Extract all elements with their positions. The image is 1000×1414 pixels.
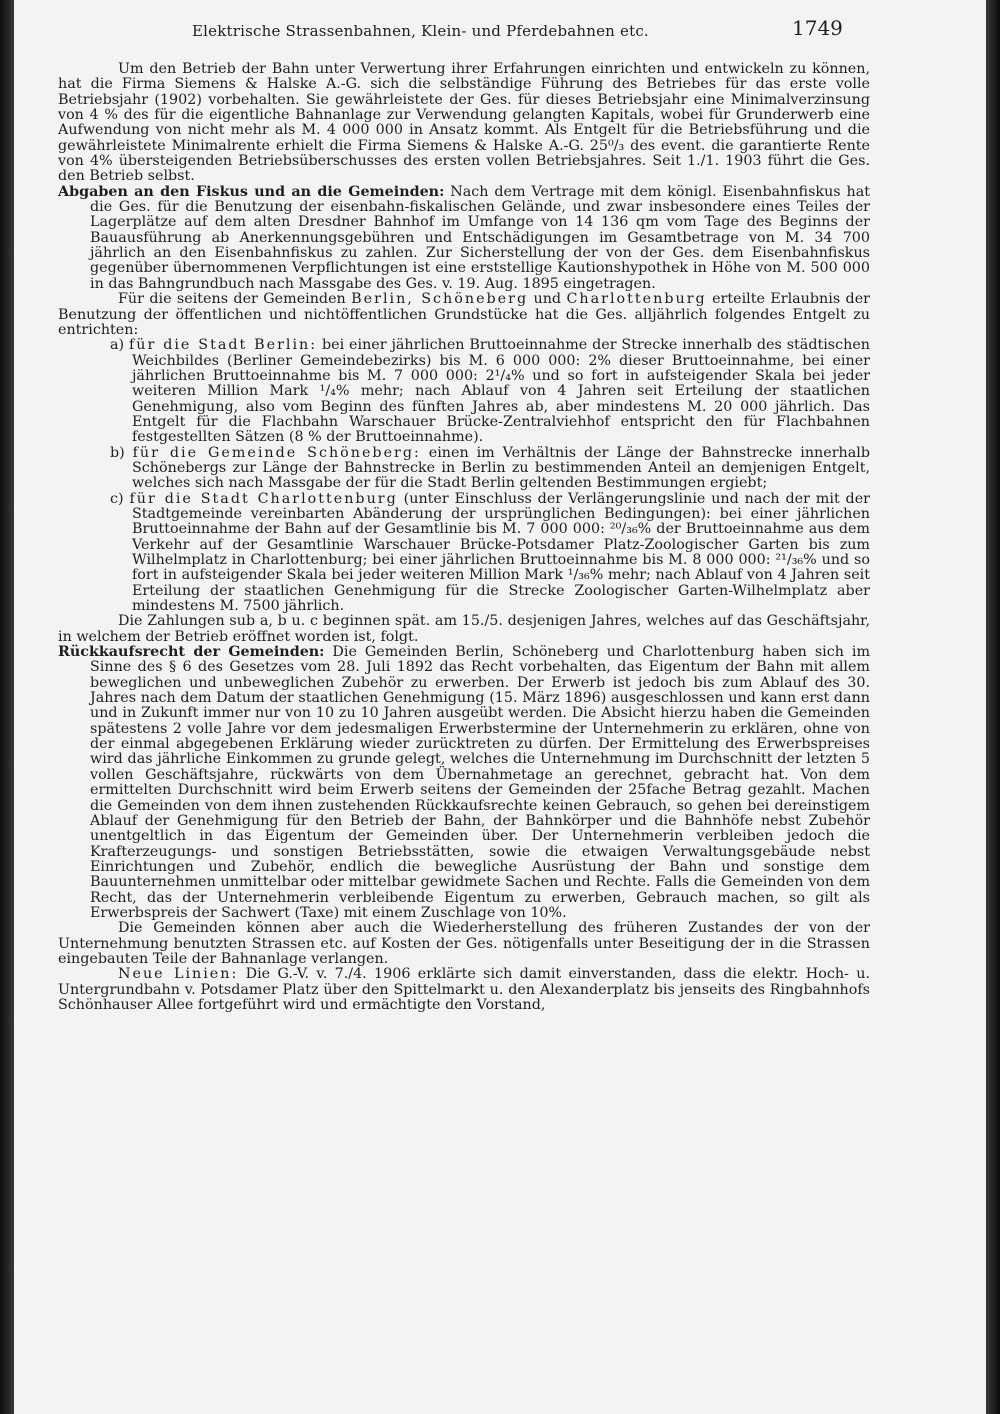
running-title: Elektrische Strassenbahnen, Klein- und Pferdebahnen etc.: [192, 22, 649, 40]
erlaubnis-und: und: [533, 291, 562, 308]
list-item-a: [58, 338, 870, 445]
section-heading-abgaben: Abgaben an den Fiskus und an die Gemeinden:: [58, 183, 445, 200]
page-header: [14, 16, 986, 46]
gemeinden-names: Berlin, Schöneberg: [351, 291, 529, 308]
section-heading-rueckkauf: Rückkaufsrecht der Gemeinden:: [58, 644, 325, 661]
page-number: 1749: [792, 16, 843, 40]
paragraph-neue-linien: [58, 967, 870, 1013]
section-text-abgaben: Nach dem Vertrage mit dem königl. Eisenbahnfiskus hat die Ges. für die Benutzung der eisenbahn-fiskalischen Gelände, und zwar insbesondere eines Teiles der Lagerplätze auf dem alten Dresdner Bahnhof im Umfange von 14 136 qm vom Tage des Beginns der Bauausführung ab Anerkennungsgebühren und Entschädigungen im Gesamtbetrage von M. 34 700 jährlich an den Eisenbahnfiskus zu zahlen. Zur Sicherstellung der von der Ges. dem Eisenbahnfiskus gegenüber übernommenen Verpflichtungen ist eine erststellige Kautionshypothek in Höhe von M. 500 000 in das Bahngrundbuch nach Massgabe des Ges. v. 19. Aug. 1895 eingetragen.: [90, 183, 871, 292]
erlaubnis-intro: Für die seitens der Gemeinden: [118, 291, 346, 308]
page-body: [58, 62, 870, 1013]
section-abgaben: [58, 185, 870, 292]
erlaubnis-text: erteilte Erlaubnis der Benutzung der öffentlichen und nichtöffentlichen Grundstücke hat die Ges. alljährlich folgendes Entgelt zu entrichten:: [58, 291, 870, 338]
list-lead-b: für die Gemeinde Schöneberg:: [132, 444, 421, 461]
book-page: [14, 0, 986, 1414]
list-item-c: [58, 492, 870, 615]
list-lead-c: für die Stadt Charlottenburg: [129, 490, 398, 507]
list-lead-a: für die Stadt Berlin:: [129, 337, 318, 354]
neue-linien-text: Die G.-V. v. 7./4. 1906 erklärte sich damit einverstanden, dass die elektr. Hoch- u. Untergrundbahn v. Potsdamer Platz über den Spittelmarkt u. den Alexanderplatz bis jenseits des Ringbahnhofs Schönhauser Allee fortgeführt wird und ermächtigte den Vorstand,: [58, 966, 870, 1013]
list-text-c: (unter Einschluss der Verlängerungslinie und nach der mit der Stadtgemeinde vereinbarten Abänderung der ursprünglichen Bedingungen): bei einer jährlichen Bruttoeinnahme der Bahn auf der Gesamtlinie bis M. 7 000 000: ²⁰/₃₆% der Bruttoeinnahme aus dem Verkehr auf der Gesamtlinie Warschauer Brücke-Potsdamer Platz-Zoologischer Garten bis zum Wilhelmplatz in Charlottenburg; bei einer jährlichen Bruttoeinnahme bis M. 8 000 000: ²¹/₃₆% und so fort in aufsteigender Skala bei jeder weiteren Million Mark ¹/₃₆% mehr; nach Ablauf von 4 Jahren seit Erteilung der staatlichen Genehmigung für die Strecke Zoologischer Garten-Wilhelmplatz aber mindestens M. 7500 jährlich.: [132, 490, 871, 615]
list-text-b: einen im Verhältnis der Länge der Bahnstrecke innerhalb Schönebergs zur Länge der Bahnstrecke in Berlin zu bestimmenden Anteil an demjenigen Entgelt, welches sich nach Massgabe der für die Stadt Berlin geltenden Bestimmungen ergiebt;: [132, 444, 870, 492]
paragraph-betrieb: Um den Betrieb der Bahn unter Verwertung ihrer Erfahrungen einrichten und entwickeln zu können, hat die Firma Siemens & Halske A.-G. sich die selbständige Führung des Betriebes für das erste volle Betriebsjahr (1902) vorbehalten. Sie gewährleistete der Ges. für dieses Betriebsjahr eine Minimalverzinsung von 4 % des für die eigentliche Bahnanlage zur Verwendung gelangten Kapitals, wobei für Grunderwerb eine Aufwendung von nicht mehr als M. 4 000 000 in Ansatz kommt. Als Entgelt für die Betriebsführung und die gewährleistete Minimalrente erhielt die Firma Siemens & Halske A.-G. 25⁰/₃ des event. die garantierte Rente von 4% übersteigenden Betriebsüberschusses des ersten vollen Betriebsjahres. Seit 1./1. 1903 führt die Ges. den Betrieb selbst.: [58, 61, 870, 185]
scan-edge-right: [986, 0, 1000, 1414]
gemeinde-charlottenburg: Charlottenburg: [566, 291, 707, 308]
list-text-a: bei einer jährlichen Bruttoeinnahme der Strecke innerhalb des städtischen Weichbildes (Berliner Gemeindebezirks) bis M. 6 000 000: 2% dieser Bruttoeinnahme, bei einer jährlichen Bruttoeinnahme bis M. 7 000 000: 2¹/₄% und so fort in aufsteigender Skala bei jeder weiteren Million Mark ¹/₄% mehr; nach Ablauf von 4 Jahren seit Erteilung der staatlichen Genehmigung, also vom Beginn des fünften Jahres ab, aber mindestens M. 20 000 jährlich. Das Entgelt für die Flachbahn Warschauer Brücke-Zentralviehhof entspricht den für Flachbahnen festgestellten Sätzen (8 % der Bruttoeinnahme).: [132, 337, 871, 446]
list-label-c: c): [110, 490, 124, 507]
section-rueckkauf: [58, 645, 870, 921]
section-text-rueckkauf: Die Gemeinden Berlin, Schöneberg und Charlottenburg haben sich im Sinne des § 6 des Gesetzes vom 28. Juli 1892 das Recht vorbehalten, das Eigentum der Bahn mit allem beweglichen und unbeweglichen Zubehör zu erwerben. Der Erwerb ist jedoch bis zum Ablauf des 30. Jahres nach dem Datum der staatlichen Genehmigung (15. März 1896) ausgeschlossen und kann erst dann und in Zukunft immer nur von 10 zu 10 Jahren ausgeübt werden. Die Absicht hierzu haben die Gemeinden spätestens 2 volle Jahre vor dem jedesmaligen Erwerbstermine der Unternehmerin zu erklären, ohne von der einmal abgegebenen Erklärung wieder zurücktreten zu dürfen. Der Ermittelung des Erwerbspreises wird das jährliche Einkommen zu grunde gelegt, welches die Unternehmung im Durchschnitt der letzten 5 vollen Geschäftsjahre, rückwärts von dem Übernahmetage an gerechnet, gebracht hat. Von dem ermittelten Durchschnitt wird beim Erwerb seitens der Gemeinden der 25fache Betrag gezahlt. Machen die Gemeinden von dem ihnen zustehenden Rückkaufsrechte keinen Gebrauch, so gehen bei dereinstigem Ablauf der Genehmigung für den Betrieb der Bahn, der Bahnkörper und die Bahnhöfe nebst Zubehör unentgeltlich in das Eigentum der Gemeinden über. Der Unternehmerin verbleiben jedoch die Krafterzeugungs- und sonstigen Betriebsstätten, sowie die etwaigen Verwaltungsgebäude nebst Einrichtungen und Zubehör, endlich die bewegliche Ausrüstung der Bahn und sonstige dem Bauunternehmen unmittelbar oder mittelbar gewidmete Sachen und Rechte. Falls die Gemeinden von dem Recht, das der Unternehmerin verbleibende Eigentum zu erwerben, Gebrauch machen, so gilt als Erwerbspreis der Sachwert (Taxe) mit einem Zuschlage von 10%.: [90, 644, 871, 921]
paragraph-zahlungen: Die Zahlungen sub a, b u. c beginnen spät. am 15./5. desjenigen Jahres, welches auf das Geschäftsjahr, in welchem der Betrieb eröffnet worden ist, folgt.: [58, 613, 870, 645]
scan-edge-left: [0, 0, 14, 1414]
list-item-b: [58, 446, 870, 492]
paragraph-erlaubnis: [58, 292, 870, 338]
list-label-a: a): [110, 337, 125, 354]
paragraph-wiederherstellung: Die Gemeinden können aber auch die Wiederherstellung des früheren Zustandes der von der Unternehmung benutzten Strassen etc. auf Kosten der Ges. nötigenfalls unter Beseitigung der in die Strassen eingebauten Teile der Bahnanlage verlangen.: [58, 920, 870, 967]
neue-linien-heading: Neue Linien:: [118, 966, 239, 983]
list-label-b: b): [110, 444, 125, 461]
